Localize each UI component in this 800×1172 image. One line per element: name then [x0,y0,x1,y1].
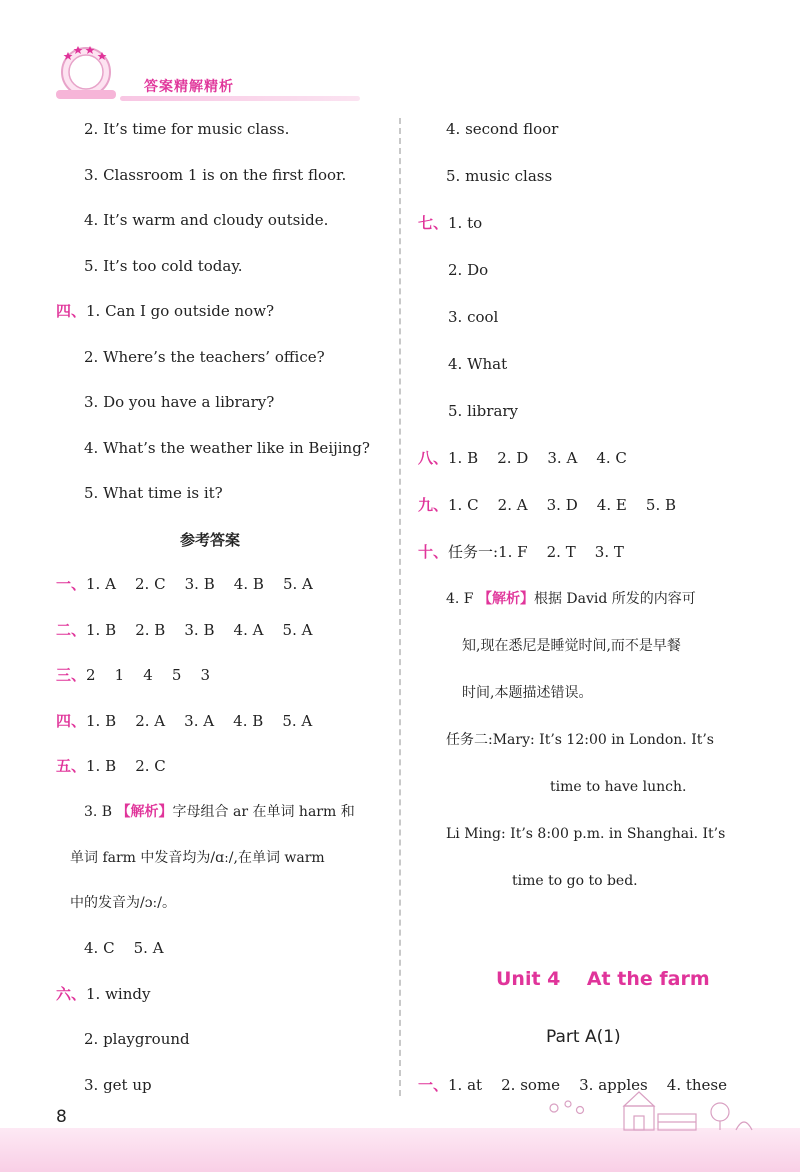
answer-line: 一、1. at 2. some 3. apples 4. these [418,1076,728,1094]
task2-line: Li Ming: It’s 8:00 p.m. in Shanghai. It’s [446,826,726,842]
answer-line: 3. cool [448,308,499,326]
answer-line: 五、1. B 2. C [56,757,166,775]
header-decorative-bar [120,96,360,101]
answer-line: 4. C 5. A [84,939,164,957]
castle-illustration-icon [540,1086,770,1132]
section-mark: 四、 [56,712,87,730]
answer-line: 5. music class [446,167,553,185]
answer-line: 三、2 1 4 5 3 [56,666,211,684]
task2-line: time to have lunch. [550,779,687,795]
explanation-line: 单词 farm 中发音均为/ɑː/,在单词 warm [70,850,325,866]
section-mark: 九、 [418,496,449,514]
answer-line: 4. What’s the weather like in Beijing? [84,439,370,457]
answer-line: 八、1. B 2. D 3. A 4. C [418,449,627,467]
answer-line: 二、1. B 2. B 3. B 4. A 5. A [56,621,313,639]
answer-line: 十、任务一:1. F 2. T 3. T [418,543,624,561]
answer-line: 四、1. Can I go outside now? [56,302,275,320]
analysis-tag: 【解析】 [477,591,534,607]
explanation-line: 3. B 【解析】字母组合 ar 在单词 harm 和 [84,804,355,820]
section-mark: 十、 [418,543,449,561]
column-divider [399,118,401,1096]
section-mark: 三、 [56,666,87,684]
section-mark: 六、 [56,985,87,1003]
answer-line: 一、1. A 2. C 3. B 4. B 5. A [56,575,313,593]
publisher-logo-icon [50,40,122,102]
answers-heading: 参考答案 [180,531,241,549]
header-title: 答案精解精析 [144,79,234,95]
explanation-line: 4. F 【解析】根据 David 所发的内容可 [446,591,696,607]
page-number: 8 [56,1107,67,1127]
explanation-line: 时间,本题描述错误。 [462,685,593,701]
answer-line: 2. Where’s the teachers’ office? [84,348,325,366]
answer-line: 5. What time is it? [84,484,223,502]
page-header [50,40,310,110]
section-mark: 五、 [56,757,87,775]
answer-line: 4. second floor [446,120,559,138]
task2-line: time to go to bed. [512,873,638,889]
section-mark: 二、 [56,621,87,639]
answer-line: 3. Classroom 1 is on the first floor. [84,166,347,184]
answer-line: 5. It’s too cold today. [84,257,243,275]
explanation-line: 中的发音为/ɔː/。 [70,895,176,911]
answer-line: 3. get up [84,1076,152,1094]
section-mark: 一、 [418,1076,449,1094]
explanation-line: 知,现在悉尼是睡觉时间,而不是早餐 [462,638,681,654]
page-footer-band [0,1128,800,1172]
section-mark: 一、 [56,575,87,593]
answer-line: 5. library [448,402,519,420]
answer-line: 四、1. B 2. A 3. A 4. B 5. A [56,712,313,730]
section-mark: 七、 [418,214,449,232]
section-mark: 四、 [56,302,87,320]
unit-title: Unit 4 At the farm [496,968,710,990]
part-title: Part A(1) [546,1027,621,1047]
answer-line: 2. Do [448,261,489,279]
answer-line: 2. It’s time for music class. [84,120,290,138]
answer-line: 六、1. windy [56,985,151,1003]
task2-line: 任务二:Mary: It’s 12:00 in London. It’s [446,732,714,748]
section-mark: 八、 [418,449,449,467]
answer-line: 4. It’s warm and cloudy outside. [84,211,329,229]
answer-line: 2. playground [84,1030,190,1048]
answer-line: 七、1. to [418,214,483,232]
answer-line: 3. Do you have a library? [84,393,275,411]
answer-line: 4. What [448,355,508,373]
answer-line: 九、1. C 2. A 3. D 4. E 5. B [418,496,677,514]
analysis-tag: 【解析】 [116,804,173,820]
